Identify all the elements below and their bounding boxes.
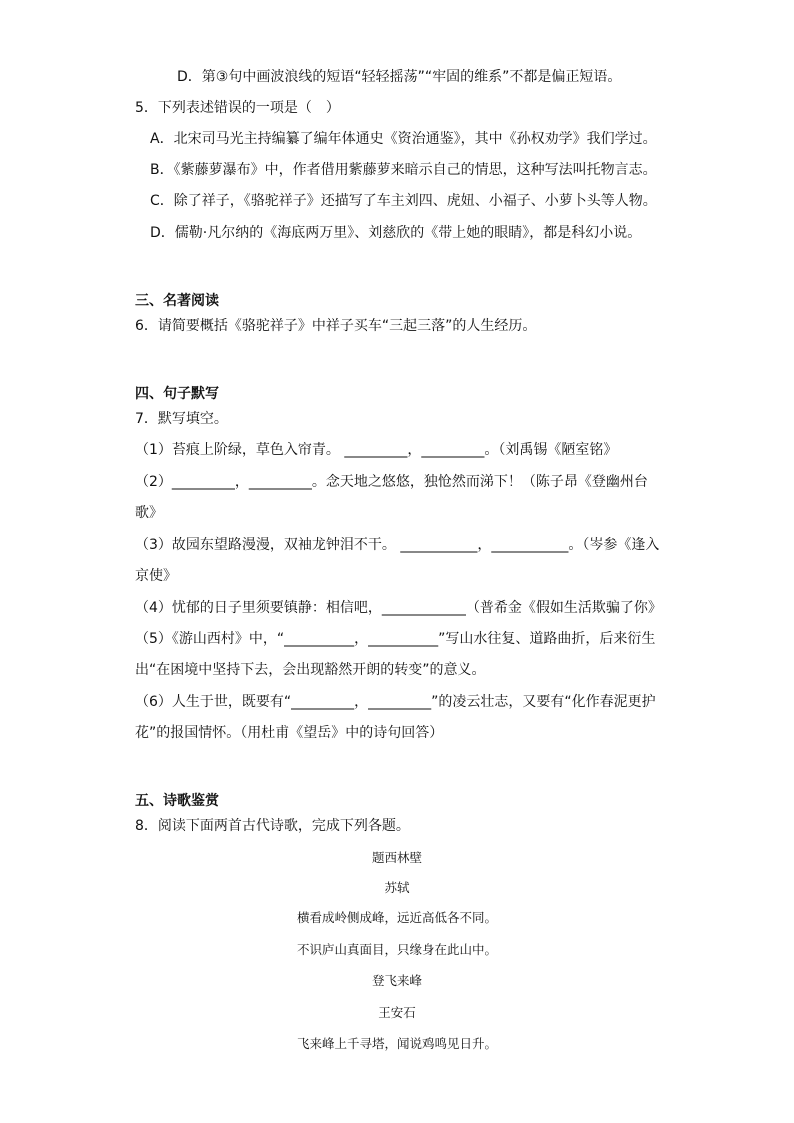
q5-option-a: A．北宋司马光主持编纂了编年体通史《资治通鉴》，其中《孙权劝学》我们学过。 [150, 131, 657, 147]
poem1-author: 苏轼 [384, 880, 410, 895]
poem1-line-1: 横看成岭侧成峰，远近高低各不同。 [296, 910, 497, 925]
q7-line-1: （1）苔痕上阶绿，草色入帘青。 _________，_________。（刘禹锡《陋室铭》 [135, 442, 618, 458]
q7-line-5: 京使》 [135, 568, 177, 584]
poem2-title: 登飞来峰 [371, 973, 422, 988]
poem1-line-2: 不识庐山真面目，只缘身在此山中。 [296, 942, 497, 957]
q7-line-9: （6）人生于世，既要有“_________，_________”的凌云壮志，又要有“化作春泥更护 [135, 694, 656, 710]
q5-option-d: D．儒勒·凡尔纳的《海底两万里》、刘慈欣的《带上她的眼睛》，都是科幻小说。 [150, 225, 642, 241]
q7-line-6: （4）忧郁的日子里须要镇静：相信吧，____________（普希金《假如生活欺骗了你》 [135, 600, 662, 616]
q7-stem: 7．默写填空。 [135, 411, 228, 427]
q7-line-4: （3）故园东望路漫漫，双袖龙钟泪不干。 ___________，___________。（岑参《逢入 [135, 537, 660, 553]
q7-line-2: （2）_________，_________。念天地之悠悠，独怆然而涕下！（陈子昂《登幽州台 [135, 474, 648, 490]
poem2-line-1: 飞来峰上千寻塔，闻说鸡鸣见日升。 [296, 1036, 497, 1051]
q5-option-c: C．除了祥子，《骆驼祥子》还描写了车主刘四、虎妞、小福子、小萝卜头等人物。 [150, 193, 657, 209]
q6-stem: 6．请简要概括《骆驼祥子》中祥子买车“三起三落”的人生经历。 [135, 318, 537, 334]
q5-stem: 5．下列表述错误的一项是（ ） [135, 100, 340, 116]
poem2-author: 王安石 [378, 1005, 416, 1020]
q5-option-b: B．《紫藤萝瀑布》中，作者借用紫藤萝来暗示自己的情思，这种写法叫托物言志。 [150, 162, 657, 178]
q7-line-7: （5）《游山西村》中，“__________，__________”写山水往复、道路曲折，后来衍生 [135, 631, 656, 647]
section5-heading: 五、诗歌鉴赏 [135, 793, 219, 809]
section3-heading: 三、名著阅读 [135, 293, 219, 309]
poem1-title: 题西林壁 [371, 850, 422, 865]
q4-option-d: D．第③句中画波浪线的短语“轻轻摇荡”“牢固的维系”不都是偏正短语。 [177, 69, 622, 85]
q7-line-10: 花”的报国情怀。（用杜甫《望岳》中的诗句回答） [135, 725, 444, 741]
q7-line-8: 出“在困境中坚持下去，会出现豁然开朗的转变”的意义。 [135, 662, 486, 678]
q8-stem: 8．阅读下面两首古代诗歌，完成下列各题。 [135, 818, 410, 834]
section4-heading: 四、句子默写 [135, 386, 219, 402]
q7-line-3: 歌》 [135, 505, 163, 521]
